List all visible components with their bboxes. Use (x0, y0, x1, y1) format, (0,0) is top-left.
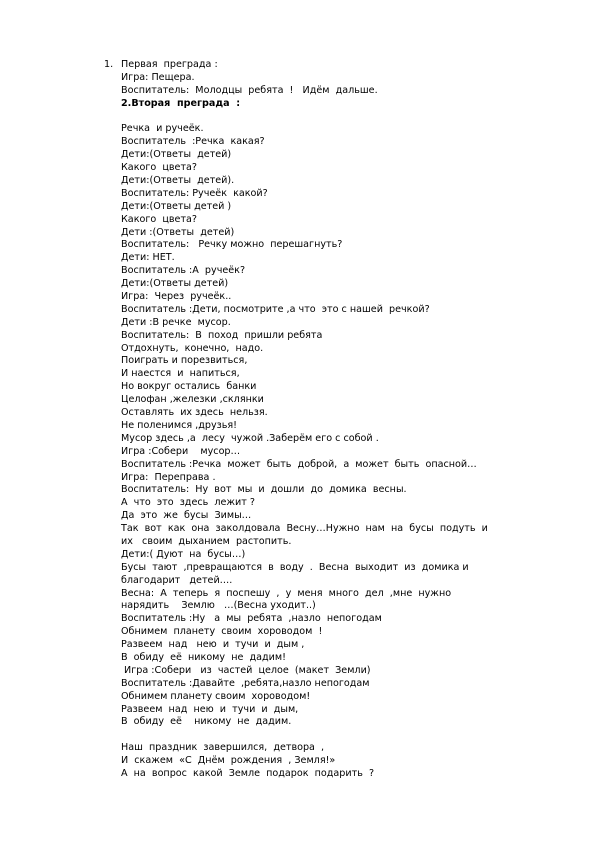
text-line: Воспитатель :Давайте ,ребята,назло непогодам (121, 677, 370, 689)
text-line: Весна: А теперь я поспешу , у меня много дел ,мне нужно (121, 587, 452, 599)
text-line: их своим дыханием растопить. (121, 535, 292, 547)
text-line: Целофан ,железки ,склянки (121, 394, 264, 406)
text-line: Какого цвета? (121, 213, 198, 225)
text-line: Обнимем планету своим хороводом ! (121, 626, 323, 638)
text-line: Поиграть и порезвиться, (121, 355, 248, 367)
text-line: Наш праздник завершился, детвора , (121, 742, 325, 754)
text-line: А что это здесь лежит ? (121, 497, 256, 509)
text-line: В обиду её никому не дадим. (121, 716, 292, 728)
text-line: Речка и ручеёк. (121, 123, 204, 135)
text-line: Не поленимся ,друзья! (121, 419, 238, 431)
line-game-cave: Игра: Пещера. (121, 71, 195, 83)
text-line: Дети :В речке мусор. (121, 316, 231, 328)
text-line: Так вот как она заколдовала Весну…Нужно нам на бусы подуть и (121, 523, 488, 535)
line-second-obstacle: 2.Вторая преграда : (121, 97, 241, 109)
text-line: Воспитатель :Ну а мы ребята ,назло непогодам (121, 613, 382, 625)
text-line: Игра :Собери мусор… (121, 445, 241, 457)
text-line: Обнимем планету своим хороводом! (121, 690, 311, 702)
text-line: Развеем над нею и тучи и дым , (121, 639, 305, 651)
line-teacher-well-done: Воспитатель: Молодцы ребята ! Идём дальше. (121, 84, 378, 96)
text-line: Воспитатель :Дети, посмотрите ,а что это с нашей речкой? (121, 303, 430, 315)
text-line: Дети:(Ответы детей ) (121, 200, 232, 212)
text-line: И скажем «С Днём рождения , Земля!» (121, 755, 336, 767)
text-line: Дети: НЕТ. (121, 252, 175, 264)
text-line: Игра: Переправа . (121, 471, 216, 483)
text-line: Воспитатель :Речка какая? (121, 136, 265, 148)
text-line: Оставлять их здесь нельзя. (121, 407, 268, 419)
text-line: Воспитатель :Речка может быть доброй, а может быть опасной… (121, 458, 477, 470)
text-line: Воспитатель: Речку можно перешагнуть? (121, 239, 343, 251)
text-line: Дети :(Ответы детей) (121, 226, 235, 238)
text-line: Игра: Через ручеёк.. (121, 291, 232, 303)
text-line: Развеем над нею и тучи и дым, (121, 703, 299, 715)
text-line: А на вопрос какой Земле подарок подарить ? (121, 767, 375, 779)
document-body (121, 59, 551, 781)
text-line: И наестся и напиться, (121, 368, 240, 380)
text-line: Воспитатель: Ну вот мы и дошли до домика весны. (121, 484, 407, 496)
line-first-obstacle: Первая преграда : (121, 59, 218, 70)
text-line: Какого цвета? (121, 162, 198, 174)
text-line: Воспитатель: В поход пришли ребята (121, 329, 323, 341)
text-line: Но вокруг остались банки (121, 381, 257, 393)
text-line: Дети:(Ответы детей) (121, 278, 229, 290)
text-line: В обиду её никому не дадим! (121, 651, 286, 663)
text-line: Бусы тают ,превращаются в воду . Весна выходит из домика и (121, 561, 469, 573)
text-line: Дети:(Ответы детей). (121, 175, 235, 187)
blank-line (121, 729, 551, 742)
text-line: Отдохнуть, конечно, надо. (121, 342, 264, 354)
text-line: благодарит детей…. (121, 574, 233, 586)
text-line: нарядить Землю …(Весна уходит..) (121, 600, 316, 612)
text-line: Мусор здесь ,а лесу чужой .Заберём его с собой . (121, 432, 379, 444)
text-line: Дети:(Ответы детей) (121, 149, 232, 161)
text-line: Да это же бусы Зимы… (121, 510, 252, 522)
text-line: Воспитатель :А ручеёк? (121, 265, 246, 277)
text-line: Воспитатель: Ручеёк какой? (121, 187, 268, 199)
text-line: Дети:( Дуют на бусы…) (121, 548, 246, 560)
blank-line (121, 111, 551, 124)
list-number: 1. (104, 59, 114, 70)
text-line: Игра :Собери из частей целое (макет Земли) (121, 664, 371, 676)
